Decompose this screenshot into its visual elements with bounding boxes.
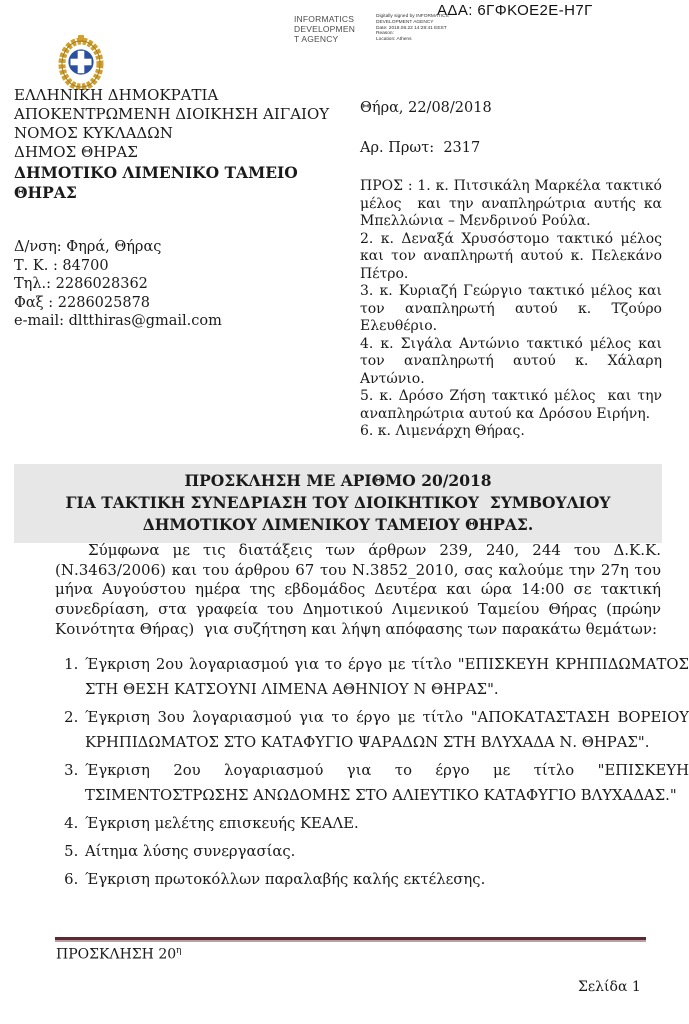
signature-details [376, 14, 454, 44]
greek-national-emblem-icon [56, 34, 106, 94]
signature-detail-line: Digitally signed by INFORMATICS DEVELOPMENT AGENCY [376, 14, 449, 25]
recipient-item: 5. κ. Δρόσο Ζήση τακτικό μέλος και την αναπληρώτρια αυτού κα Δρόσου Ειρήνη. [360, 388, 667, 422]
protocol-number: Αρ. Πρωτ: 2317 [360, 140, 481, 156]
address-line: Δ/νση: Φηρά, Θήρας [14, 239, 162, 255]
agenda-item: 5. Αίτημα λύσης συνεργασίας. [83, 839, 689, 864]
org-name-bold: ΔΗΜΟΤΙΚΟ ΛΙΜΕΝΙΚΟ ΤΑΜΕΙΟ ΘΗΡΑΣ [14, 163, 298, 202]
body-paragraph: Σύμφωνα με τις διατάξεις των άρθρων 239, 240, 244 του Δ.Κ.Κ. (Ν.3463/2006) και του άρθρου 67 του Ν.3852_2010, σας καλούμε την 27η του μήνα Αυγούστου ημέρα της εβδομάδος Δευτέρα και ώρα 14:00 σε τακτική συνεδρίαση, στα γραφεία του Δημοτικού Λιμενικού Ταμείου Θήρας (πρώην Κοινότητα Θήρας) για συζήτηση και λήψη απόφασης των παρακάτω θεμάτων: [55, 541, 666, 638]
agenda-item: 4. Έγκριση μελέτης επισκευής ΚΕΑΛΕ. [83, 811, 689, 836]
recipient-item: 2. κ. Δεναξά Χρυσόστομο τακτικό μέλος και τον αναπληρωτή αυτού κ. Πελεκάνο Πέτρο. [360, 230, 667, 282]
recipient-item: 3. κ. Κυριαζή Γεώργιο τακτικό μέλος και τον αναπληρωτή αυτού κ. Τζούρο Ελευθέριο. [360, 283, 667, 334]
signature-detail-line: Reason: [376, 31, 394, 37]
contact-block [14, 238, 350, 331]
org-line: ΔΗΜΟΣ ΘΗΡΑΣ [14, 143, 138, 161]
recipient-item: ΠΡΟΣ : 1. κ. Πιτσικάλη Μαρκέλα τακτικό μέλος και την αναπληρώτρια αυτής κα Μπελλώνια – Μενδρινού Ρούλα. [360, 178, 667, 229]
signature-detail-line: Date: 2018.08.22 14:28:41 EEST [376, 25, 447, 31]
footer-divider [55, 937, 646, 942]
agenda-item: 2. Έγκριση 3ου λογαριασμού για το έργο με τίτλο "ΑΠΟΚΑΤΑΣΤΑΣΗ ΒΟΡΕΙΟΥ ΚΡΗΠΙΔΩΜΑΤΟΣ ΣΤΟ ΚΑΤΑΦΥΓΙΟ ΨΑΡΑΔΩΝ ΣΤΗ ΒΛΥΧΑΔΑ Ν. ΘΗΡΑΣ". [83, 705, 689, 755]
header-right-column [360, 99, 667, 441]
signature-agency-name [294, 14, 370, 44]
invitation-title-banner [14, 464, 662, 543]
digital-signature-block [294, 14, 454, 44]
banner-title-line1: ΠΡΟΣΚΛΗΣΗ ΜΕ ΑΡΙΘΜΟ 20/2018 [184, 471, 492, 490]
recipients-list [360, 178, 667, 441]
header-org-block [14, 86, 350, 203]
signature-agency-line: DEVELOPMEN [294, 24, 356, 34]
org-line: ΕΛΛΗΝΙΚΗ ΔΗΜΟΚΡΑΤΙΑ [14, 86, 219, 104]
postal-code-line: Τ. Κ. : 84700 [14, 257, 109, 274]
footer-label-superscript: η [176, 946, 182, 956]
recipient-item: 6. κ. Λιμενάρχη Θήρας. [360, 423, 525, 439]
fax-line: Φαξ : 2286025878 [14, 294, 151, 311]
recipient-item: 4. κ. Σιγάλα Αντώνιο τακτικό μέλος και τον αναπληρωτή αυτού κ. Χάλαρη Αντώνιο. [360, 335, 667, 387]
agenda-item: 1. Έγκριση 2ου λογαριασμού για το έργο με τίτλο "ΕΠΙΣΚΕΥΗ ΚΡΗΠΙΔΩΜΑΤΟΣ ΣΤΗ ΘΕΣΗ ΚΑΤΣΟΥΝΙ ΛΙΜΕΝΑ ΑΘΗΝΙΟΥ Ν ΘΗΡΑΣ". [83, 652, 689, 702]
footer-label-text: ΠΡΟΣΚΛΗΣΗ 20 [56, 946, 177, 963]
city-date: Θήρα, 22/08/2018 [360, 100, 492, 116]
signature-detail-line: Location: Athens [376, 37, 412, 43]
phone-line: Τηλ.: 2286028362 [14, 276, 148, 292]
org-line: ΝΟΜΟΣ ΚΥΚΛΑΔΩΝ [14, 124, 173, 142]
agenda-item: 3. Έγκριση 2ου λογαριασμού για το έργο με τίτλο "ΕΠΙΣΚΕΥΗ ΤΣΙΜΕΝΤΟΣΤΡΩΣΗΣ ΑΝΩΔΟΜΗΣ ΣΤΟ ΑΛΙΕΥΤΙΚΟ ΚΑΤΑΦΥΓΙΟ ΒΛΥΧΑΔΑΣ." [83, 758, 689, 808]
org-line: ΑΠΟΚΕΝΤΡΩΜΕΝΗ ΔΙΟΙΚΗΣΗ ΑΙΓΑΙΟΥ [14, 105, 330, 123]
agenda-list [55, 652, 689, 895]
signature-agency-line: INFORMATICS [294, 14, 355, 24]
signature-agency-line: T AGENCY [294, 34, 339, 44]
agenda-item: 6. Έγκριση πρωτοκόλλων παραλαβής καλής εκτέλεσης. [83, 867, 689, 892]
page-number: Σελίδα 1 [578, 979, 641, 995]
email-line: e-mail: dltthiras@gmail.com [14, 313, 222, 329]
ada-code: ΑΔΑ: 6ΓΦΚΟΕ2Ε-Η7Γ [437, 2, 593, 19]
banner-title-line2: ΓΙΑ ΤΑΚΤΙΚΗ ΣΥΝΕΔΡΙΑΣΗ ΤΟΥ ΔΙΟΙΚΗΤΙΚΟΥ ΣΥΜΒΟΥΛΙΟΥ ΔΗΜΟΤΙΚΟΥ ΛΙΜΕΝΙΚΟΥ ΤΑΜΕΙΟΥ ΘΗΡΑΣ. [65, 493, 616, 534]
footer-document-label [56, 946, 182, 963]
